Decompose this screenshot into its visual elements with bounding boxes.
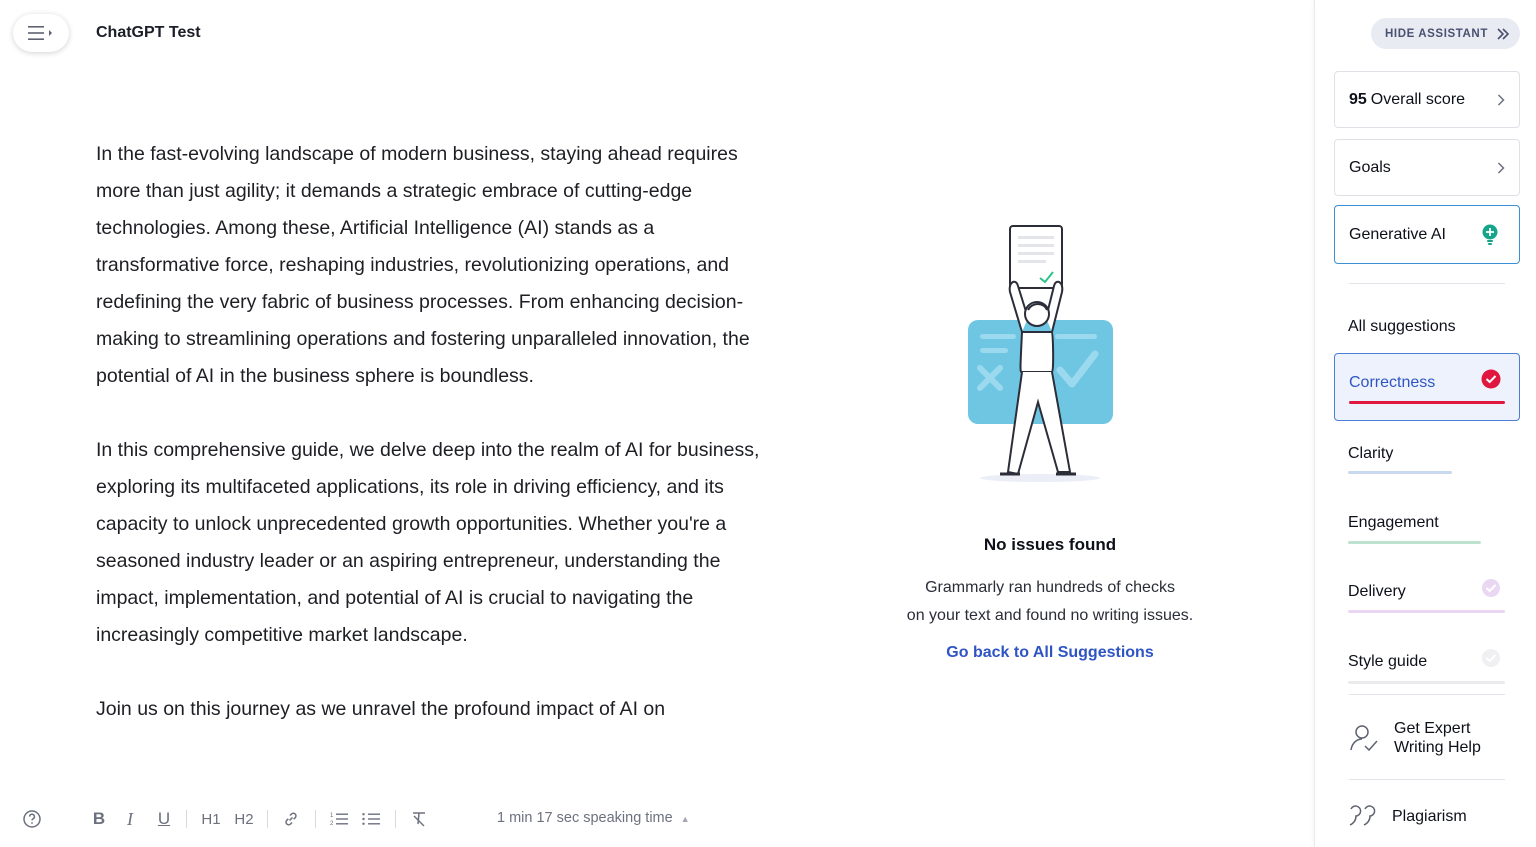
plagiarism-label: Plagiarism bbox=[1392, 807, 1467, 825]
engagement-bar bbox=[1348, 541, 1481, 544]
toolbar-divider bbox=[315, 810, 316, 828]
quote-marks-icon bbox=[1348, 804, 1378, 828]
link-icon[interactable] bbox=[281, 806, 301, 832]
document-editor[interactable] bbox=[96, 136, 766, 788]
all-suggestions-header[interactable]: All suggestions bbox=[1348, 318, 1456, 335]
status-line: Grammarly ran hundreds of checks bbox=[925, 579, 1175, 596]
paragraph[interactable]: In the fast-evolving landscape of modern business, staying ahead requires more than just agility; it demands a strategic embrace of cutting-edge technologies. Among these, Artificial Intelligence (AI) stands as a transformative force, reshaping industries, revolutionizing operations, and redefining the very fabric of business processes. From enhancing decision-making to streamlining operations and fostering unparalleled innovation, the potential of AI in the business sphere is boundless. bbox=[96, 143, 750, 387]
help-icon[interactable] bbox=[22, 806, 42, 832]
lightbulb-icon bbox=[1481, 224, 1499, 246]
speaking-time[interactable] bbox=[497, 810, 690, 826]
heading2-button[interactable]: H2 bbox=[234, 810, 254, 828]
goals-label: Goals bbox=[1349, 158, 1391, 176]
overall-score-value: 95 bbox=[1349, 90, 1367, 108]
sidebar-divider bbox=[1349, 694, 1505, 695]
hide-assistant-label: HIDE ASSISTANT bbox=[1385, 27, 1488, 40]
hamburger-icon bbox=[26, 24, 56, 42]
hide-assistant-button[interactable] bbox=[1371, 18, 1520, 49]
toolbar-divider bbox=[186, 810, 187, 828]
caret-up-icon: ▲ bbox=[680, 814, 690, 824]
status-line: on your text and found no writing issues. bbox=[906, 607, 1194, 624]
numbered-list-icon[interactable] bbox=[329, 806, 349, 832]
category-correctness[interactable] bbox=[1334, 353, 1520, 421]
double-chevron-right-icon bbox=[1496, 28, 1510, 40]
sidebar-divider bbox=[1349, 779, 1505, 780]
clarity-bar bbox=[1348, 471, 1452, 474]
expert-person-icon bbox=[1348, 722, 1380, 754]
overall-score-label: Overall score bbox=[1370, 90, 1466, 108]
speaking-time-label: 1 min 17 sec speaking time bbox=[497, 810, 673, 826]
sidebar-divider bbox=[1349, 283, 1505, 284]
expert-help-line: Writing Help bbox=[1394, 739, 1481, 756]
chevron-right-icon bbox=[1497, 162, 1505, 174]
heading1-button[interactable]: H1 bbox=[201, 810, 221, 828]
svg-text:1: 1 bbox=[330, 813, 334, 819]
toolbar-divider bbox=[267, 810, 268, 828]
bulleted-list-icon[interactable] bbox=[361, 806, 381, 832]
document-title[interactable]: ChatGPT Test bbox=[96, 24, 201, 41]
menu-button[interactable] bbox=[13, 14, 69, 52]
expert-writing-help[interactable] bbox=[1348, 719, 1481, 757]
style-guide-bar bbox=[1348, 681, 1505, 684]
category-style-guide[interactable]: Style guide bbox=[1348, 653, 1428, 670]
toolbar-divider bbox=[395, 810, 396, 828]
expert-help-line: Get Expert bbox=[1394, 720, 1471, 737]
category-label: Correctness bbox=[1349, 374, 1436, 391]
goals-card[interactable] bbox=[1334, 139, 1520, 196]
paragraph[interactable]: Join us on this journey as we unravel the profound impact of AI on bbox=[96, 698, 666, 720]
italic-button[interactable]: I bbox=[127, 808, 133, 829]
back-to-suggestions-link[interactable]: Go back to All Suggestions bbox=[946, 644, 1154, 661]
status-title: No issues found bbox=[983, 535, 1117, 554]
formatting-toolbar bbox=[0, 796, 1314, 847]
svg-text:2: 2 bbox=[330, 821, 334, 827]
check-circle-icon bbox=[1481, 578, 1501, 598]
check-circle-icon bbox=[1481, 369, 1501, 389]
category-engagement[interactable]: Engagement bbox=[1348, 514, 1439, 531]
assistant-sidebar bbox=[1314, 0, 1536, 847]
check-circle-icon bbox=[1481, 648, 1501, 668]
generative-ai-label: Generative AI bbox=[1349, 225, 1446, 243]
underline-button[interactable]: U bbox=[157, 809, 171, 828]
delivery-bar bbox=[1348, 610, 1505, 613]
plagiarism-check[interactable] bbox=[1348, 804, 1467, 828]
correctness-bar bbox=[1349, 401, 1505, 404]
clear-formatting-icon[interactable] bbox=[409, 806, 429, 832]
person-holding-document-illustration bbox=[960, 222, 1120, 484]
paragraph[interactable]: In this comprehensive guide, we delve deep into the realm of AI for business, exploring its multifaceted applications, its role in driving efficiency, and its capacity to unlock unprecedented growth opportunities. Whether you're a seasoned industry leader or an aspiring entrepreneur, understanding the impact, implementation, and potential of AI is crucial to navigating the increasingly competitive market landscape. bbox=[96, 439, 760, 646]
overall-score-card[interactable] bbox=[1334, 71, 1520, 128]
category-clarity[interactable]: Clarity bbox=[1348, 445, 1394, 462]
status-description bbox=[850, 574, 1250, 630]
generative-ai-card[interactable] bbox=[1334, 205, 1520, 264]
chevron-right-icon bbox=[1497, 94, 1505, 106]
category-delivery[interactable]: Delivery bbox=[1348, 583, 1406, 600]
bold-button[interactable]: B bbox=[92, 809, 106, 828]
